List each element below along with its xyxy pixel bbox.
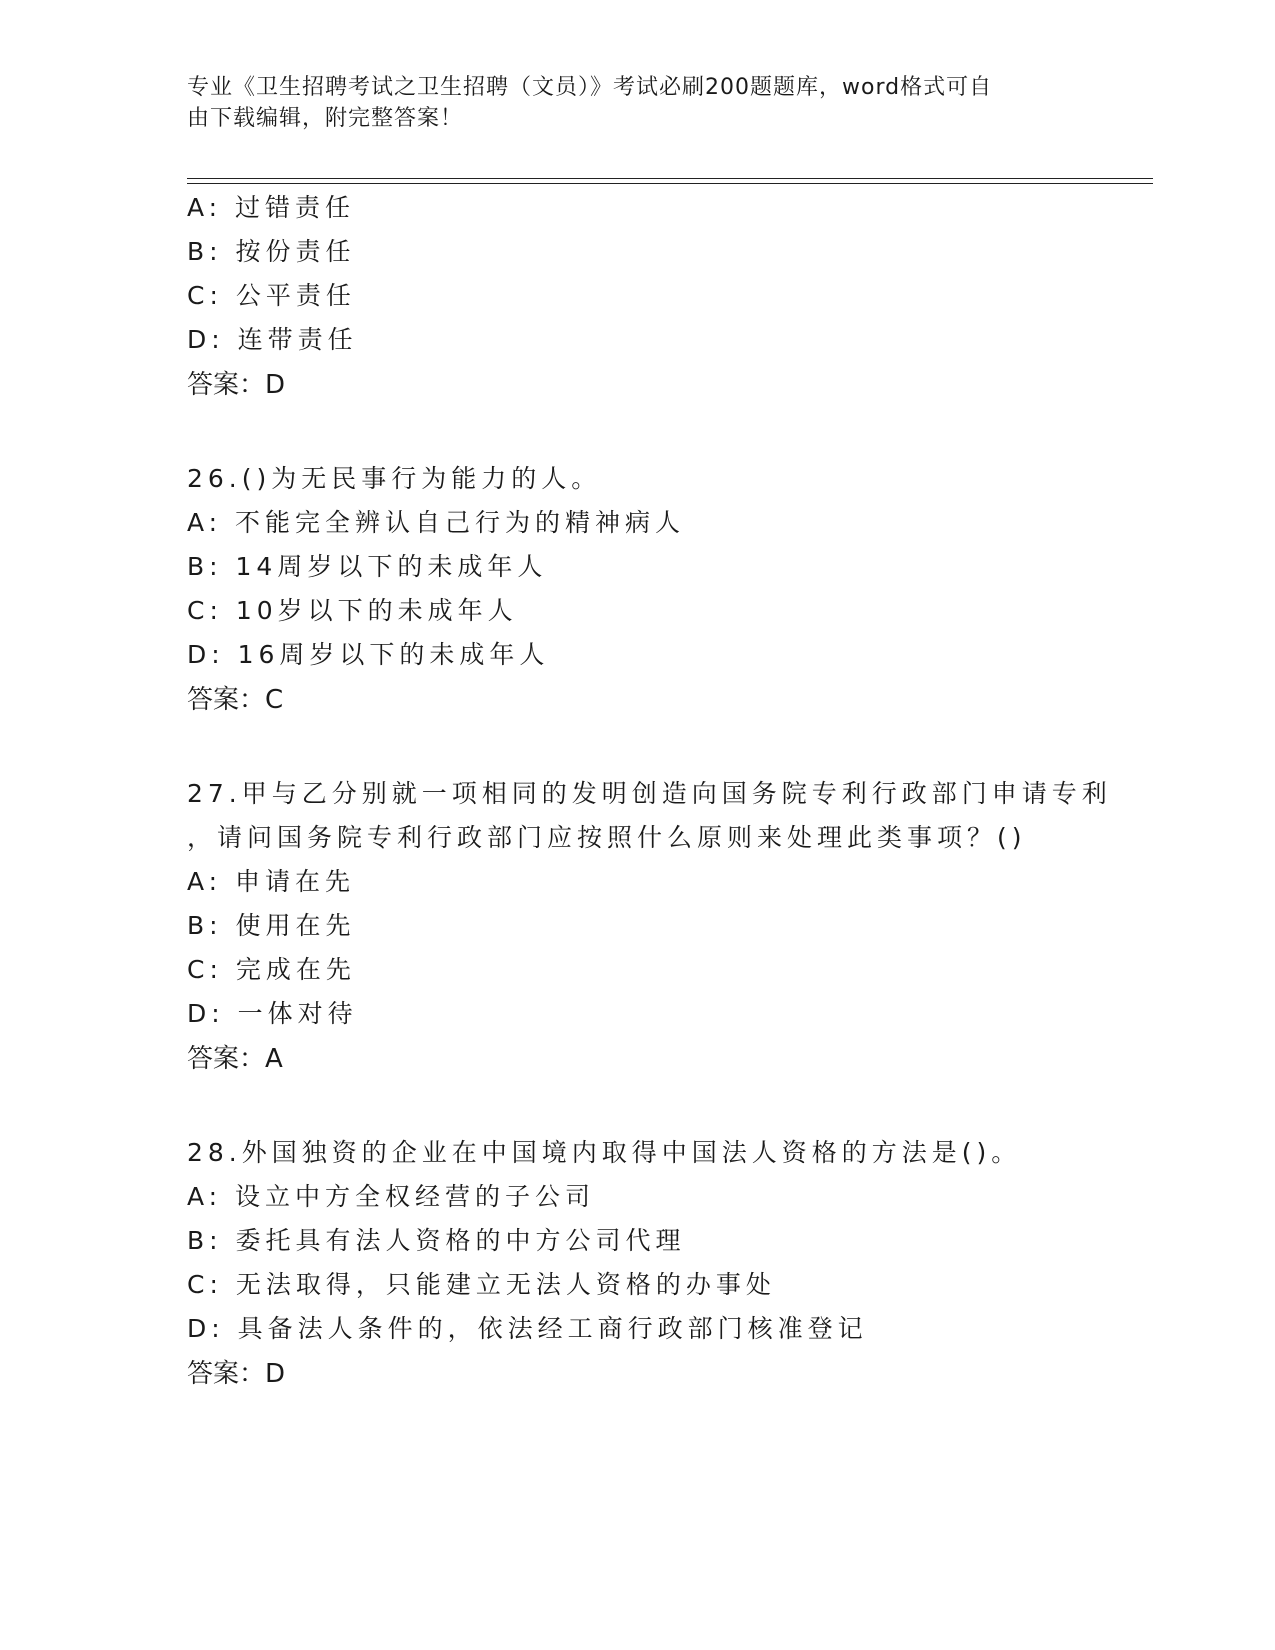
q25-option-b: B: 按份责任	[187, 237, 356, 266]
q25-option-d: D: 连带责任	[187, 325, 358, 354]
q25-answer: 答案：D	[187, 370, 286, 400]
header-rule-top	[187, 178, 1153, 179]
q27-option-d: D: 一体对待	[187, 999, 358, 1028]
q25-option-c: C: 公平责任	[187, 281, 356, 310]
q28-question: 28.外国独资的企业在中国境内取得中国法人资格的方法是()。	[187, 1138, 1022, 1167]
q28-option-b: B: 委托具有法人资格的中方公司代理	[187, 1226, 686, 1255]
q27-answer: 答案：A	[187, 1044, 283, 1074]
q26-option-b: B: 14周岁以下的未成年人	[187, 552, 548, 581]
q28-option-c: C: 无法取得，只能建立无法人资格的办事处	[187, 1270, 776, 1299]
q28-option-a: A: 设立中方全权经营的子公司	[187, 1182, 596, 1211]
q26-answer: 答案：C	[187, 685, 284, 715]
header-line-2: 由下载编辑，附完整答案！	[187, 106, 464, 131]
q25-option-a: A: 过错责任	[187, 193, 356, 222]
header-line-1: 专业《卫生招聘考试之卫生招聘（文员）》考试必刷200题题库，word格式可自	[187, 75, 993, 100]
q27-question-line-2: ，请问国务院专利行政部门应按照什么原则来处理此类事项？()	[187, 823, 1027, 852]
q27-option-b: B: 使用在先	[187, 911, 356, 940]
q26-option-a: A: 不能完全辨认自己行为的精神病人	[187, 508, 686, 537]
q26-option-d: D: 16周岁以下的未成年人	[187, 640, 550, 669]
document-header	[187, 72, 1087, 134]
q27-question-line-1: 27.甲与乙分别就一项相同的发明创造向国务院专利行政部门申请专利	[187, 779, 1112, 808]
header-rule-bottom	[187, 183, 1153, 184]
q26-question: 26.()为无民事行为能力的人。	[187, 464, 602, 493]
q27-option-a: A: 申请在先	[187, 867, 356, 896]
q27-option-c: C: 完成在先	[187, 955, 356, 984]
q28-answer: 答案：D	[187, 1359, 286, 1389]
q28-option-d: D: 具备法人条件的，依法经工商行政部门核准登记	[187, 1314, 868, 1343]
q26-option-c: C: 10岁以下的未成年人	[187, 596, 518, 625]
